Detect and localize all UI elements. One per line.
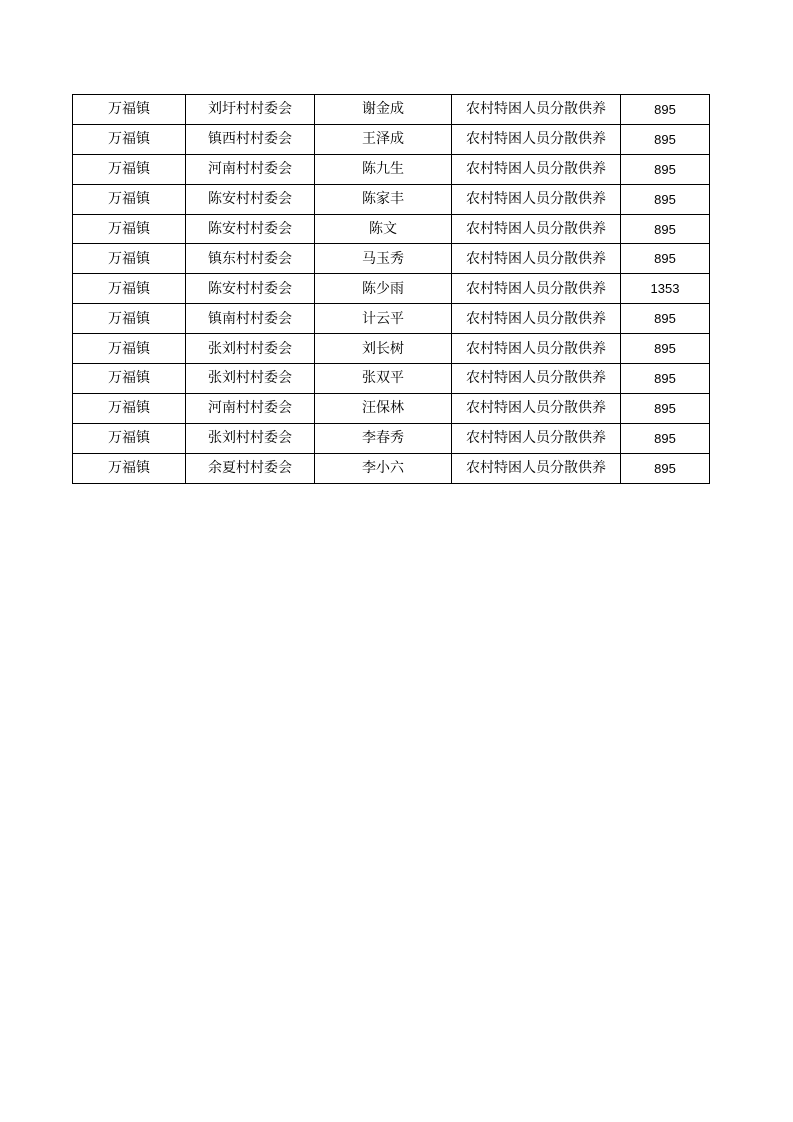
table-row	[73, 393, 710, 423]
amount-cell: 895	[621, 214, 710, 244]
category-cell: 农村特困人员分散供养	[452, 214, 621, 244]
amount-cell: 895	[621, 124, 710, 154]
table-row	[73, 274, 710, 304]
village-cell: 余夏村村委会	[186, 453, 315, 483]
name-cell: 陈家丰	[315, 184, 452, 214]
category-cell: 农村特困人员分散供养	[452, 304, 621, 334]
table-row	[73, 154, 710, 184]
category-cell: 农村特困人员分散供养	[452, 274, 621, 304]
relief-roster-table	[72, 94, 710, 484]
name-cell: 谢金成	[315, 95, 452, 125]
village-cell: 河南村村委会	[186, 393, 315, 423]
name-cell: 刘长树	[315, 334, 452, 364]
name-cell: 计云平	[315, 304, 452, 334]
town-cell: 万福镇	[73, 423, 186, 453]
category-cell: 农村特困人员分散供养	[452, 334, 621, 364]
town-cell: 万福镇	[73, 124, 186, 154]
category-cell: 农村特困人员分散供养	[452, 423, 621, 453]
category-cell: 农村特困人员分散供养	[452, 393, 621, 423]
amount-cell: 895	[621, 184, 710, 214]
village-cell: 陈安村村委会	[186, 274, 315, 304]
village-cell: 镇西村村委会	[186, 124, 315, 154]
amount-cell: 895	[621, 334, 710, 364]
amount-cell: 895	[621, 453, 710, 483]
amount-cell: 895	[621, 244, 710, 274]
category-cell: 农村特困人员分散供养	[452, 154, 621, 184]
name-cell: 陈少雨	[315, 274, 452, 304]
village-cell: 刘圩村村委会	[186, 95, 315, 125]
table-row	[73, 304, 710, 334]
category-cell: 农村特困人员分散供养	[452, 95, 621, 125]
amount-cell: 895	[621, 95, 710, 125]
village-cell: 陈安村村委会	[186, 184, 315, 214]
village-cell: 河南村村委会	[186, 154, 315, 184]
name-cell: 马玉秀	[315, 244, 452, 274]
village-cell: 张刘村村委会	[186, 423, 315, 453]
table-row	[73, 95, 710, 125]
table-row	[73, 214, 710, 244]
town-cell: 万福镇	[73, 304, 186, 334]
town-cell: 万福镇	[73, 334, 186, 364]
amount-cell: 895	[621, 423, 710, 453]
table-row	[73, 184, 710, 214]
category-cell: 农村特困人员分散供养	[452, 453, 621, 483]
table-row	[73, 244, 710, 274]
name-cell: 王泽成	[315, 124, 452, 154]
name-cell: 陈九生	[315, 154, 452, 184]
amount-cell: 895	[621, 364, 710, 394]
amount-cell: 1353	[621, 274, 710, 304]
table-row	[73, 124, 710, 154]
village-cell: 张刘村村委会	[186, 364, 315, 394]
name-cell: 李小六	[315, 453, 452, 483]
town-cell: 万福镇	[73, 95, 186, 125]
village-cell: 镇东村村委会	[186, 244, 315, 274]
town-cell: 万福镇	[73, 244, 186, 274]
village-cell: 张刘村村委会	[186, 334, 315, 364]
amount-cell: 895	[621, 393, 710, 423]
town-cell: 万福镇	[73, 393, 186, 423]
name-cell: 陈文	[315, 214, 452, 244]
town-cell: 万福镇	[73, 453, 186, 483]
table-row	[73, 453, 710, 483]
name-cell: 汪保林	[315, 393, 452, 423]
category-cell: 农村特困人员分散供养	[452, 364, 621, 394]
table-row	[73, 423, 710, 453]
town-cell: 万福镇	[73, 274, 186, 304]
amount-cell: 895	[621, 154, 710, 184]
category-cell: 农村特困人员分散供养	[452, 184, 621, 214]
name-cell: 张双平	[315, 364, 452, 394]
table-row	[73, 364, 710, 394]
village-cell: 陈安村村委会	[186, 214, 315, 244]
town-cell: 万福镇	[73, 214, 186, 244]
roster-body	[73, 95, 710, 484]
category-cell: 农村特困人员分散供养	[452, 244, 621, 274]
town-cell: 万福镇	[73, 154, 186, 184]
village-cell: 镇南村村委会	[186, 304, 315, 334]
name-cell: 李春秀	[315, 423, 452, 453]
amount-cell: 895	[621, 304, 710, 334]
category-cell: 农村特困人员分散供养	[452, 124, 621, 154]
town-cell: 万福镇	[73, 364, 186, 394]
table-row	[73, 334, 710, 364]
town-cell: 万福镇	[73, 184, 186, 214]
